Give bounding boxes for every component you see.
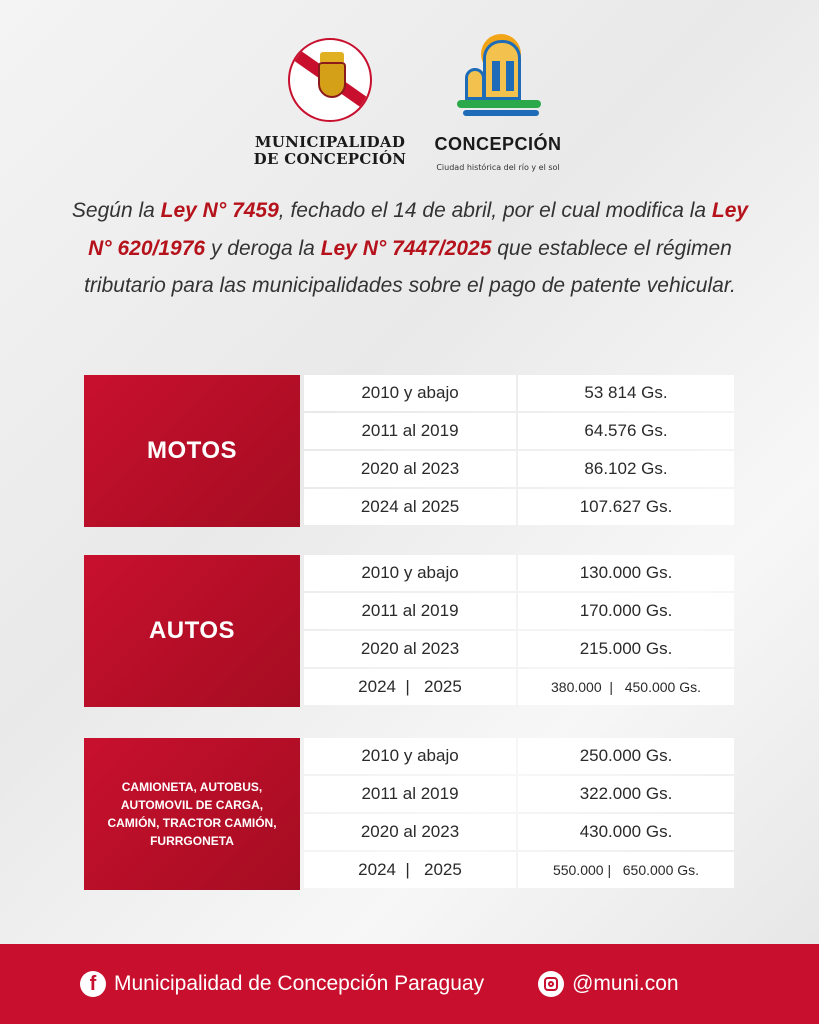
table-row	[304, 814, 736, 850]
year-cell: 2010 y abajo	[304, 555, 516, 591]
rate-rows	[304, 555, 736, 707]
table-row	[304, 375, 736, 411]
city-emblem-icon	[453, 32, 543, 122]
table-row	[304, 413, 736, 449]
municipality-logo	[250, 32, 410, 168]
price-cell: 430.000 Gs.	[518, 814, 734, 850]
footer-bar	[0, 944, 819, 1024]
price-cell: 550.000 | 650.000 Gs.	[518, 852, 734, 888]
intro-text: Según la	[71, 199, 161, 222]
price-cell: 53 814 Gs.	[518, 375, 734, 411]
category-line: AUTOMOVIL DE CARGA,	[120, 798, 264, 812]
instagram-icon[interactable]	[538, 971, 564, 997]
category-line: FURRGONETA	[150, 834, 234, 848]
law-reference: Ley N° 7459	[160, 199, 279, 222]
category-cell	[84, 375, 300, 527]
law-reference: Ley N° 620/1976	[88, 199, 749, 260]
city-brand-title: CONCEPCIÓN	[434, 134, 562, 154]
trucks-table	[84, 738, 736, 890]
rate-rows	[304, 375, 736, 527]
table-row	[304, 738, 736, 774]
year-cell: 2024 | 2025	[304, 669, 516, 705]
year-cell: 2010 y abajo	[304, 375, 516, 411]
facebook-icon[interactable]: f	[80, 971, 106, 997]
category-line: CAMIÓN, TRACTOR CAMIÓN,	[107, 816, 277, 830]
autos-table	[84, 555, 736, 707]
municipality-name-line2: DE CONCEPCIÓN	[253, 150, 407, 168]
year-cell: 2020 al 2023	[304, 451, 516, 487]
table-row	[304, 631, 736, 667]
year-cell: 2011 al 2019	[304, 413, 516, 449]
municipality-name-line1: MUNICIPALIDAD	[254, 133, 406, 151]
table-row	[304, 451, 736, 487]
category-cell	[84, 738, 300, 890]
city-tagline: Ciudad histórica del río y el sol	[436, 163, 560, 172]
city-brand-logo	[428, 32, 568, 172]
category-line: CAMIONETA, AUTOBUS,	[121, 780, 263, 794]
price-cell: 215.000 Gs.	[518, 631, 734, 667]
intro-text: y deroga la	[205, 236, 321, 260]
table-row	[304, 555, 736, 591]
table-row	[304, 489, 736, 525]
year-cell: 2010 y abajo	[304, 738, 516, 774]
coat-of-arms-icon	[288, 38, 372, 122]
instagram-link[interactable]: @muni.con	[572, 972, 679, 995]
table-row	[304, 669, 736, 705]
year-cell: 2020 al 2023	[304, 814, 516, 850]
price-cell: 380.000 | 450.000 Gs.	[518, 669, 734, 705]
intro-paragraph	[70, 192, 750, 305]
year-cell: 2020 al 2023	[304, 631, 516, 667]
table-row	[304, 852, 736, 888]
year-cell: 2024 al 2025	[304, 489, 516, 525]
logo-header	[0, 32, 819, 182]
year-cell: 2011 al 2019	[304, 776, 516, 812]
price-cell: 250.000 Gs.	[518, 738, 734, 774]
facebook-link[interactable]: Municipalidad de Concepción Paraguay	[114, 972, 485, 995]
category-label	[97, 778, 286, 850]
price-cell: 107.627 Gs.	[518, 489, 734, 525]
price-cell: 170.000 Gs.	[518, 593, 734, 629]
price-cell: 64.576 Gs.	[518, 413, 734, 449]
price-cell: 130.000 Gs.	[518, 555, 734, 591]
intro-text: que establece el régimen tributario para las municipalidades sobre el pago de patente vehicular.	[84, 236, 736, 297]
rate-rows	[304, 738, 736, 890]
category-label: MOTOS	[146, 437, 238, 464]
municipality-name	[250, 134, 410, 168]
category-label: AUTOS	[148, 617, 236, 644]
price-cell: 322.000 Gs.	[518, 776, 734, 812]
price-cell: 86.102 Gs.	[518, 451, 734, 487]
table-row	[304, 776, 736, 812]
year-cell: 2024 | 2025	[304, 852, 516, 888]
year-cell: 2011 al 2019	[304, 593, 516, 629]
intro-text: , fechado el 14 de abril, por el cual modifica la	[278, 199, 712, 222]
law-reference: Ley N° 7447/2025	[320, 236, 492, 260]
motos-table	[84, 375, 736, 527]
category-cell	[84, 555, 300, 707]
table-row	[304, 593, 736, 629]
